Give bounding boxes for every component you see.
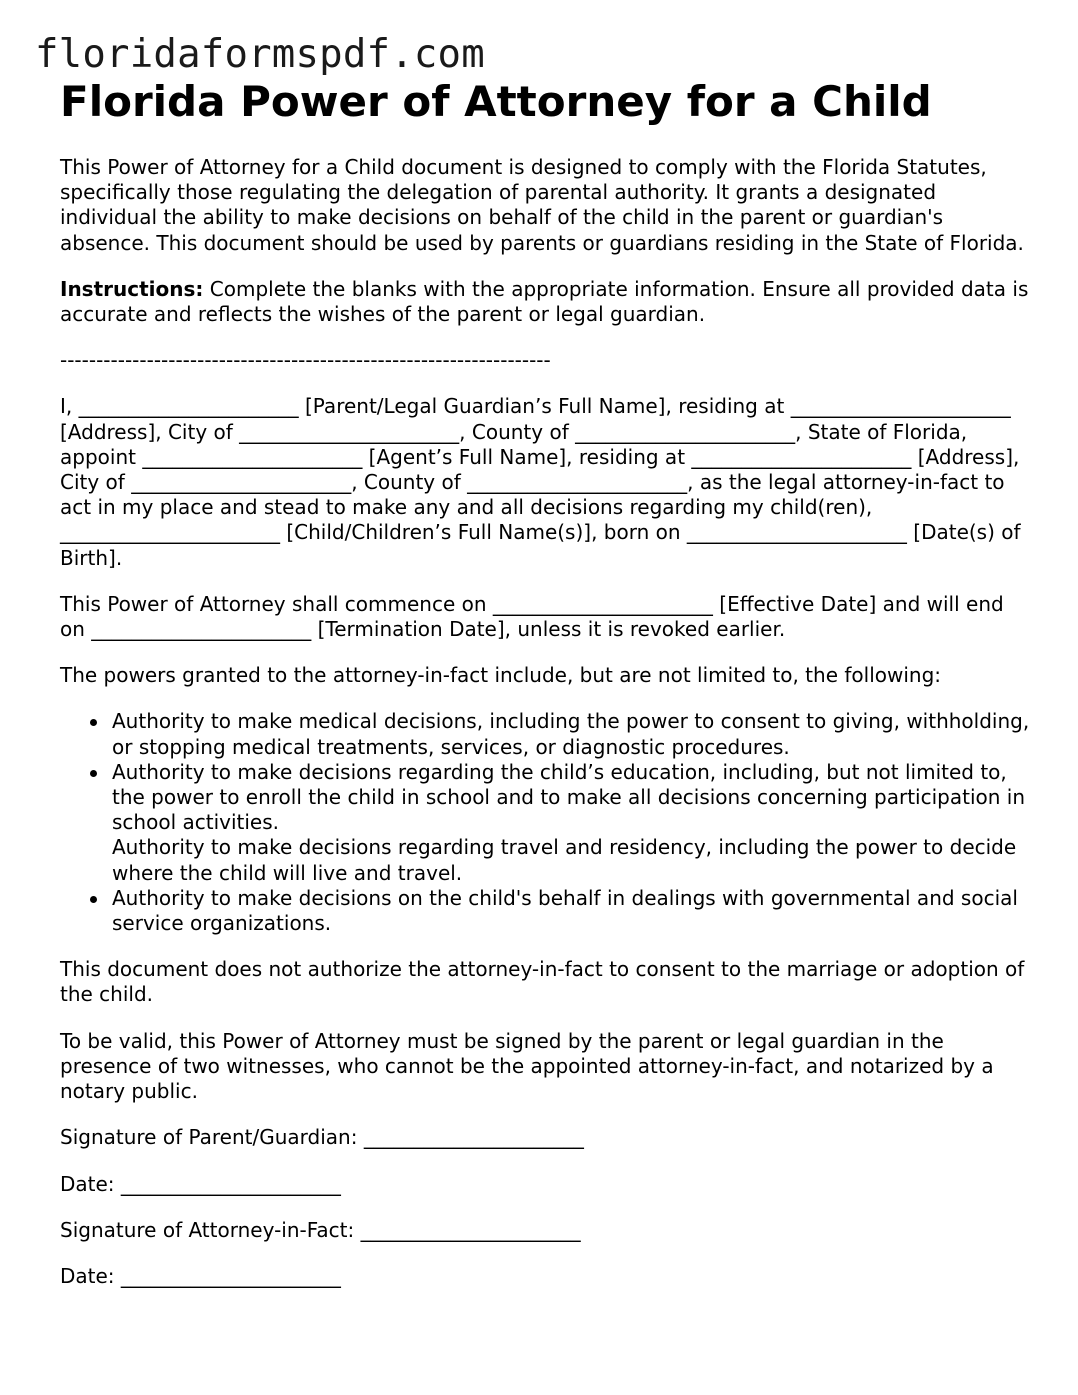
power-item-education: Authority to make decisions regarding the child’s education, including, but not limited to, the power to enroll the child in school and to make all decisions concerning participation in school activities. — [112, 760, 1030, 836]
intro-paragraph: This Power of Attorney for a Child document is designed to comply with the Florida Statutes, specifically those regulating the delegation of parental authority. It grants a designated individual the ability to make decisions on behalf of the child in the parent or guardian's absence. This document should be used by parents or guardians residing in the State of Florida. — [60, 155, 1024, 255]
power-item-travel: Authority to make decisions regarding travel and residency, including the power to decide where the child will live and travel. — [112, 835, 1017, 885]
instructions-paragraph — [60, 277, 1030, 327]
parent-date-line: Date: ______________________ — [60, 1171, 341, 1196]
term-paragraph: This Power of Attorney shall commence on ______________________ [Effective Date] and will end on ______________________ [Termination Date], unless it is revoked earlier. — [60, 591, 1004, 642]
validity-paragraph: To be valid, this Power of Attorney must be signed by the parent or legal guardian in the presence of two witnesses, who cannot be the appointed attorney-in-fact, and notarized by a notary public. — [60, 1028, 994, 1104]
powers-intro: The powers granted to the attorney-in-fact include, but are not limited to, the following: — [60, 663, 942, 688]
site-watermark: floridaformspdf.com — [35, 32, 485, 77]
attorney-signature-line: Signature of Attorney-in-Fact: ______________________ — [60, 1217, 581, 1242]
attorney-date-line: Date: ______________________ — [60, 1263, 341, 1288]
powers-list — [60, 709, 1030, 936]
divider-line: -------------------------------------------------------------------- — [60, 348, 551, 373]
instructions-text: Complete the blanks with the appropriate information. Ensure all provided data is accurate and reflects the wishes of the parent or legal guardian. — [60, 276, 1029, 327]
limitation-paragraph: This document does not authorize the attorney-in-fact to consent to the marriage or adoption of the child. — [60, 957, 1025, 1007]
instructions-label: Instructions: — [60, 276, 204, 301]
document-body — [60, 155, 1030, 1310]
power-item-medical: Authority to make medical decisions, including the power to consent to giving, withholding, or stopping medical treatments, services, or diagnostic procedures. — [112, 709, 1030, 759]
appointment-paragraph: I, ______________________ [Parent/Legal Guardian’s Full Name], residing at ______________________ [Address], City of ______________________, County of ______________________, State of Florida, appoint ______________________ [Agent’s Full Name], residing at ______________________ [Address], City of ______________________, County of ______________________, as the legal attorney-in-fact to act in my place and stead to make any and all decisions regarding my child(ren), ______________________ [Child/Children’s Full Name(s)], born on ______________________ [Date(s) of Birth]. — [60, 394, 1021, 570]
parent-signature-line: Signature of Parent/Guardian: ______________________ — [60, 1125, 584, 1150]
power-item-government: Authority to make decisions on the child's behalf in dealings with governmental and social service organizations. — [112, 886, 1030, 936]
document-title: Florida Power of Attorney for a Child — [60, 77, 932, 126]
